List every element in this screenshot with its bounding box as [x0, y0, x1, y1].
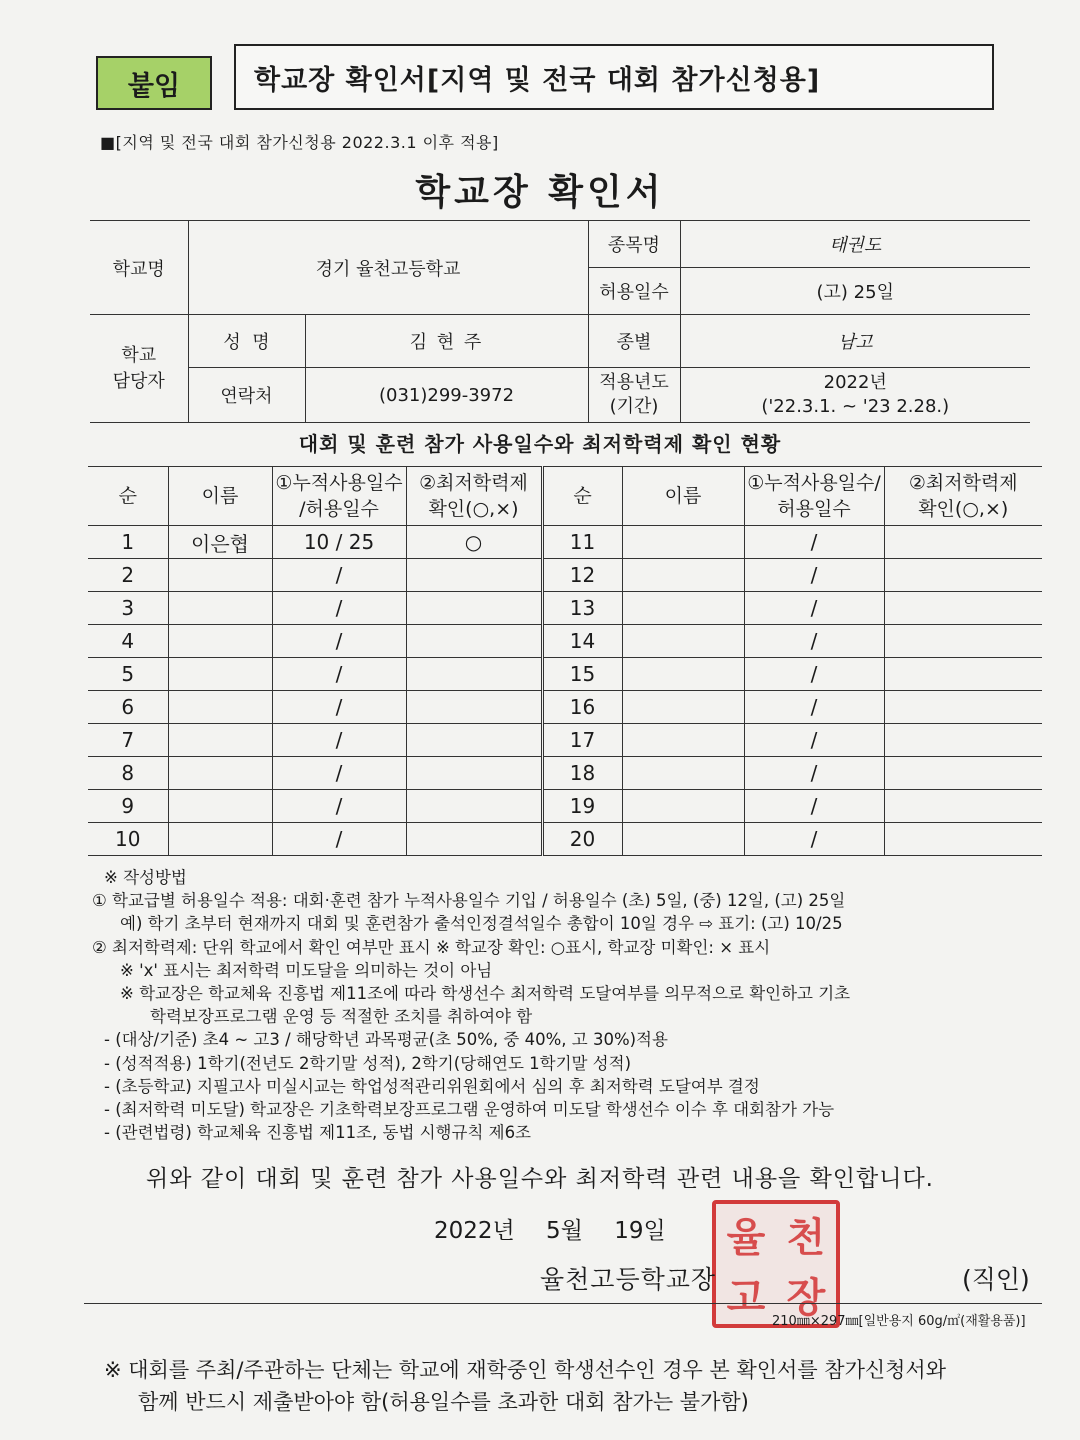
row-days-right: /: [744, 790, 884, 823]
row-days: /: [272, 724, 406, 757]
row-name-right: [622, 526, 744, 559]
row-no: 5: [88, 658, 168, 691]
row-name-right: [622, 625, 744, 658]
school-info-table: [90, 220, 1030, 423]
table-row: [88, 559, 1042, 592]
table-row: [88, 691, 1042, 724]
event-label: 종목명: [588, 221, 680, 268]
category-label: 종별: [588, 315, 680, 368]
year-text: 2022년: [823, 372, 887, 393]
header-no-right: 순: [542, 467, 622, 526]
note-2-b1: ※ 학교장은 학교체육 진흥법 제11조에 따라 학생선수 최저학력 도달여부를 의무적으로 확인하고 기초: [120, 984, 851, 1004]
table-row: [88, 592, 1042, 625]
header-check-right-line1: ②최저학력제: [908, 472, 1018, 494]
row-days-right: /: [744, 592, 884, 625]
row-check-right: [884, 592, 1042, 625]
contact-group-label: [90, 315, 188, 423]
header-name: 이름: [168, 467, 272, 526]
row-no-right: 11: [542, 526, 622, 559]
seal-character: 고: [726, 1273, 766, 1321]
official-seal: [712, 1200, 840, 1328]
row-check-right: [884, 658, 1042, 691]
row-no: 7: [88, 724, 168, 757]
row-name: [168, 559, 272, 592]
header-check-right-line2: 확인(○,×): [918, 498, 1009, 520]
header-check-line2: 확인(○,×): [428, 498, 519, 520]
table-row: [88, 526, 1042, 559]
header-check-line1: ②최저학력제: [419, 472, 528, 494]
row-name-right: [622, 658, 744, 691]
divider-line: [84, 1303, 1042, 1304]
detail-1: - (대상/기준) 초4 ~ 고3 / 해당학년 과목평균(초 50%, 중 40%, 고 30%)적용: [104, 1030, 668, 1050]
header-days-right-line2: 허용일수: [777, 498, 851, 520]
row-check: [406, 592, 542, 625]
row-no: 4: [88, 625, 168, 658]
row-no-right: 16: [542, 691, 622, 724]
row-no-right: 14: [542, 625, 622, 658]
row-name-right: [622, 592, 744, 625]
paper-spec: 210㎜×297㎜[일반용지 60g/㎡(재활용품)]: [772, 1314, 1026, 1329]
row-check: [406, 691, 542, 724]
allowed-days-label: 허용일수: [588, 268, 680, 315]
row-days-right: /: [744, 559, 884, 592]
row-name: [168, 757, 272, 790]
row-check: [406, 757, 542, 790]
table-row: [88, 790, 1042, 823]
note-1: ① 학교급별 허용일수 적용: 대회·훈련 참가 누적사용일수 기입 / 허용일수 (초) 5일, (중) 12일, (고) 25일: [92, 891, 846, 911]
detail-2: - (성적적용) 1학기(전년도 2학기말 성적), 2학기(당해연도 1학기말 성적): [104, 1053, 632, 1073]
year-value: [680, 368, 1030, 423]
row-check-right: [884, 823, 1042, 856]
table-row: [88, 823, 1042, 856]
row-no: 6: [88, 691, 168, 724]
row-check-right: [884, 724, 1042, 757]
row-name: [168, 658, 272, 691]
year-label-line2: (기간): [609, 396, 659, 417]
row-days-right: /: [744, 526, 884, 559]
header-days-right: [744, 467, 884, 526]
row-no-right: 18: [542, 757, 622, 790]
row-check: [406, 625, 542, 658]
phone-value: (031)299-3972: [305, 368, 588, 423]
scope-note: ■[지역 및 전국 대회 참가신청용 2022.3.1 이후 적용]: [100, 133, 499, 152]
row-name: 이은협: [168, 526, 272, 559]
note-2: ② 최저학력제: 단위 학교에서 확인 여부만 표시 ※ 학교장 확인: ○표시, 학교장 미확인: × 표시: [92, 937, 771, 957]
row-days: /: [272, 559, 406, 592]
row-check-right: [884, 757, 1042, 790]
attachment-badge: 붙임: [96, 56, 212, 110]
seal-character: 율: [726, 1213, 766, 1261]
seal-character: 장: [786, 1273, 826, 1321]
row-name: [168, 625, 272, 658]
row-days: /: [272, 658, 406, 691]
table-row: [88, 724, 1042, 757]
row-no: 2: [88, 559, 168, 592]
row-name-right: [622, 757, 744, 790]
detail-4: - (최저학력 미도달) 학교장은 기초학력보장프로그램 운영하여 미도달 학생선수 이수 후 대회참가 가능: [104, 1100, 835, 1120]
table-row: [88, 625, 1042, 658]
row-no-right: 20: [542, 823, 622, 856]
row-days: /: [272, 790, 406, 823]
row-no: 9: [88, 790, 168, 823]
issue-date: 2022년 5월 19일: [434, 1218, 666, 1244]
row-no: 1: [88, 526, 168, 559]
row-check-right: [884, 526, 1042, 559]
row-name: [168, 592, 272, 625]
row-name-right: [622, 790, 744, 823]
row-days-right: /: [744, 658, 884, 691]
detail-3: - (초등학교) 지필고사 미실시교는 학업성적관리위원회에서 심의 후 최저학력 도달여부 결정: [104, 1076, 760, 1096]
footer-note: [104, 1354, 1054, 1418]
row-days: /: [272, 691, 406, 724]
row-no-right: 12: [542, 559, 622, 592]
row-no-right: 17: [542, 724, 622, 757]
header-no: 순: [88, 467, 168, 526]
event-value: 태권도: [680, 221, 1030, 268]
row-name: [168, 691, 272, 724]
row-check-right: [884, 691, 1042, 724]
row-days: 10 / 25: [272, 526, 406, 559]
row-check-right: [884, 625, 1042, 658]
allowed-days-value: (고) 25일: [680, 268, 1030, 315]
row-no-right: 13: [542, 592, 622, 625]
note-2-a: ※ 'x' 표시는 최저학력 미도달을 의미하는 것이 아님: [120, 960, 493, 980]
name-label: 성 명: [188, 315, 305, 368]
row-check: [406, 559, 542, 592]
footer-line-2: 함께 반드시 제출받아야 함(허용일수를 초과한 대회 참가는 불가함): [138, 1390, 749, 1414]
period-text: ('22.3.1. ~ '23 2.28.): [761, 396, 950, 417]
year-label: [588, 368, 680, 423]
header-days-line2: /허용일수: [299, 498, 379, 520]
category-value: 남고: [680, 315, 1030, 368]
school-name: 경기 율천고등학교: [188, 221, 588, 315]
detail-5: - (관련법령) 학교체육 진흥법 제11조, 동법 시행규칙 제6조: [104, 1123, 531, 1143]
row-days: /: [272, 823, 406, 856]
notes: [92, 866, 1052, 1144]
row-name: [168, 790, 272, 823]
row-no: 3: [88, 592, 168, 625]
row-check: [406, 724, 542, 757]
header-check: [406, 467, 542, 526]
phone-label: 연락처: [188, 368, 305, 423]
header-days-right-line1: ①누적사용일수/: [747, 472, 881, 494]
row-name: [168, 724, 272, 757]
contact-label-line2: 담당자: [112, 370, 165, 392]
row-no-right: 15: [542, 658, 622, 691]
confirmation-statement: 위와 같이 대회 및 훈련 참가 사용일수와 최저학력 관련 내용을 확인합니다.: [146, 1166, 934, 1192]
note-1-example: 예) 학기 초부터 현재까지 대회 및 훈련참가 출석인정결석일수 총합이 10일 경우 ⇨ 표기: (고) 10/25: [120, 914, 843, 934]
row-no: 10: [88, 823, 168, 856]
row-check: [406, 790, 542, 823]
row-name-right: [622, 823, 744, 856]
row-days: /: [272, 592, 406, 625]
row-no-right: 19: [542, 790, 622, 823]
row-name-right: [622, 724, 744, 757]
footer-line-1: ※ 대회를 주최/주관하는 단체는 학교에 재학중인 학생선수인 경우 본 확인서를 참가신청서와: [104, 1358, 947, 1382]
contact-name: 김 현 주: [305, 315, 588, 368]
row-days-right: /: [744, 625, 884, 658]
row-days-right: /: [744, 823, 884, 856]
header-days-line1: ①누적사용일수: [275, 472, 403, 494]
row-name-right: [622, 559, 744, 592]
table-row: [88, 757, 1042, 790]
row-check-right: [884, 790, 1042, 823]
section-title: 대회 및 훈련 참가 사용일수와 최저학력제 확인 현황: [298, 432, 782, 456]
contact-label-line1: 학교: [121, 344, 157, 366]
seal-character: 천: [786, 1213, 826, 1261]
row-name: [168, 823, 272, 856]
school-name-label: 학교명: [90, 221, 188, 315]
row-days: /: [272, 625, 406, 658]
notes-heading: ※ 작성방법: [104, 868, 187, 887]
note-2-b2: 학력보장프로그램 운영 등 적절한 조치를 취하여야 함: [150, 1007, 533, 1027]
row-check: ○: [406, 526, 542, 559]
row-days-right: /: [744, 691, 884, 724]
participation-table: [88, 466, 1042, 856]
header-name-right: 이름: [622, 467, 744, 526]
document-title: 학교장 확인서: [415, 172, 665, 213]
school-principal-sign: 율천고등학교장: [540, 1265, 717, 1294]
header-title: 학교장 확인서[지역 및 전국 대회 참가신청용]: [234, 44, 994, 110]
row-check: [406, 823, 542, 856]
row-check: [406, 658, 542, 691]
row-check-right: [884, 559, 1042, 592]
year-label-line1: 적용년도: [599, 372, 669, 393]
header-days: [272, 467, 406, 526]
row-days-right: /: [744, 757, 884, 790]
seal-label: (직인): [962, 1265, 1030, 1294]
table-row: [88, 658, 1042, 691]
row-no: 8: [88, 757, 168, 790]
row-name-right: [622, 691, 744, 724]
row-days-right: /: [744, 724, 884, 757]
header-check-right: [884, 467, 1042, 526]
row-days: /: [272, 757, 406, 790]
